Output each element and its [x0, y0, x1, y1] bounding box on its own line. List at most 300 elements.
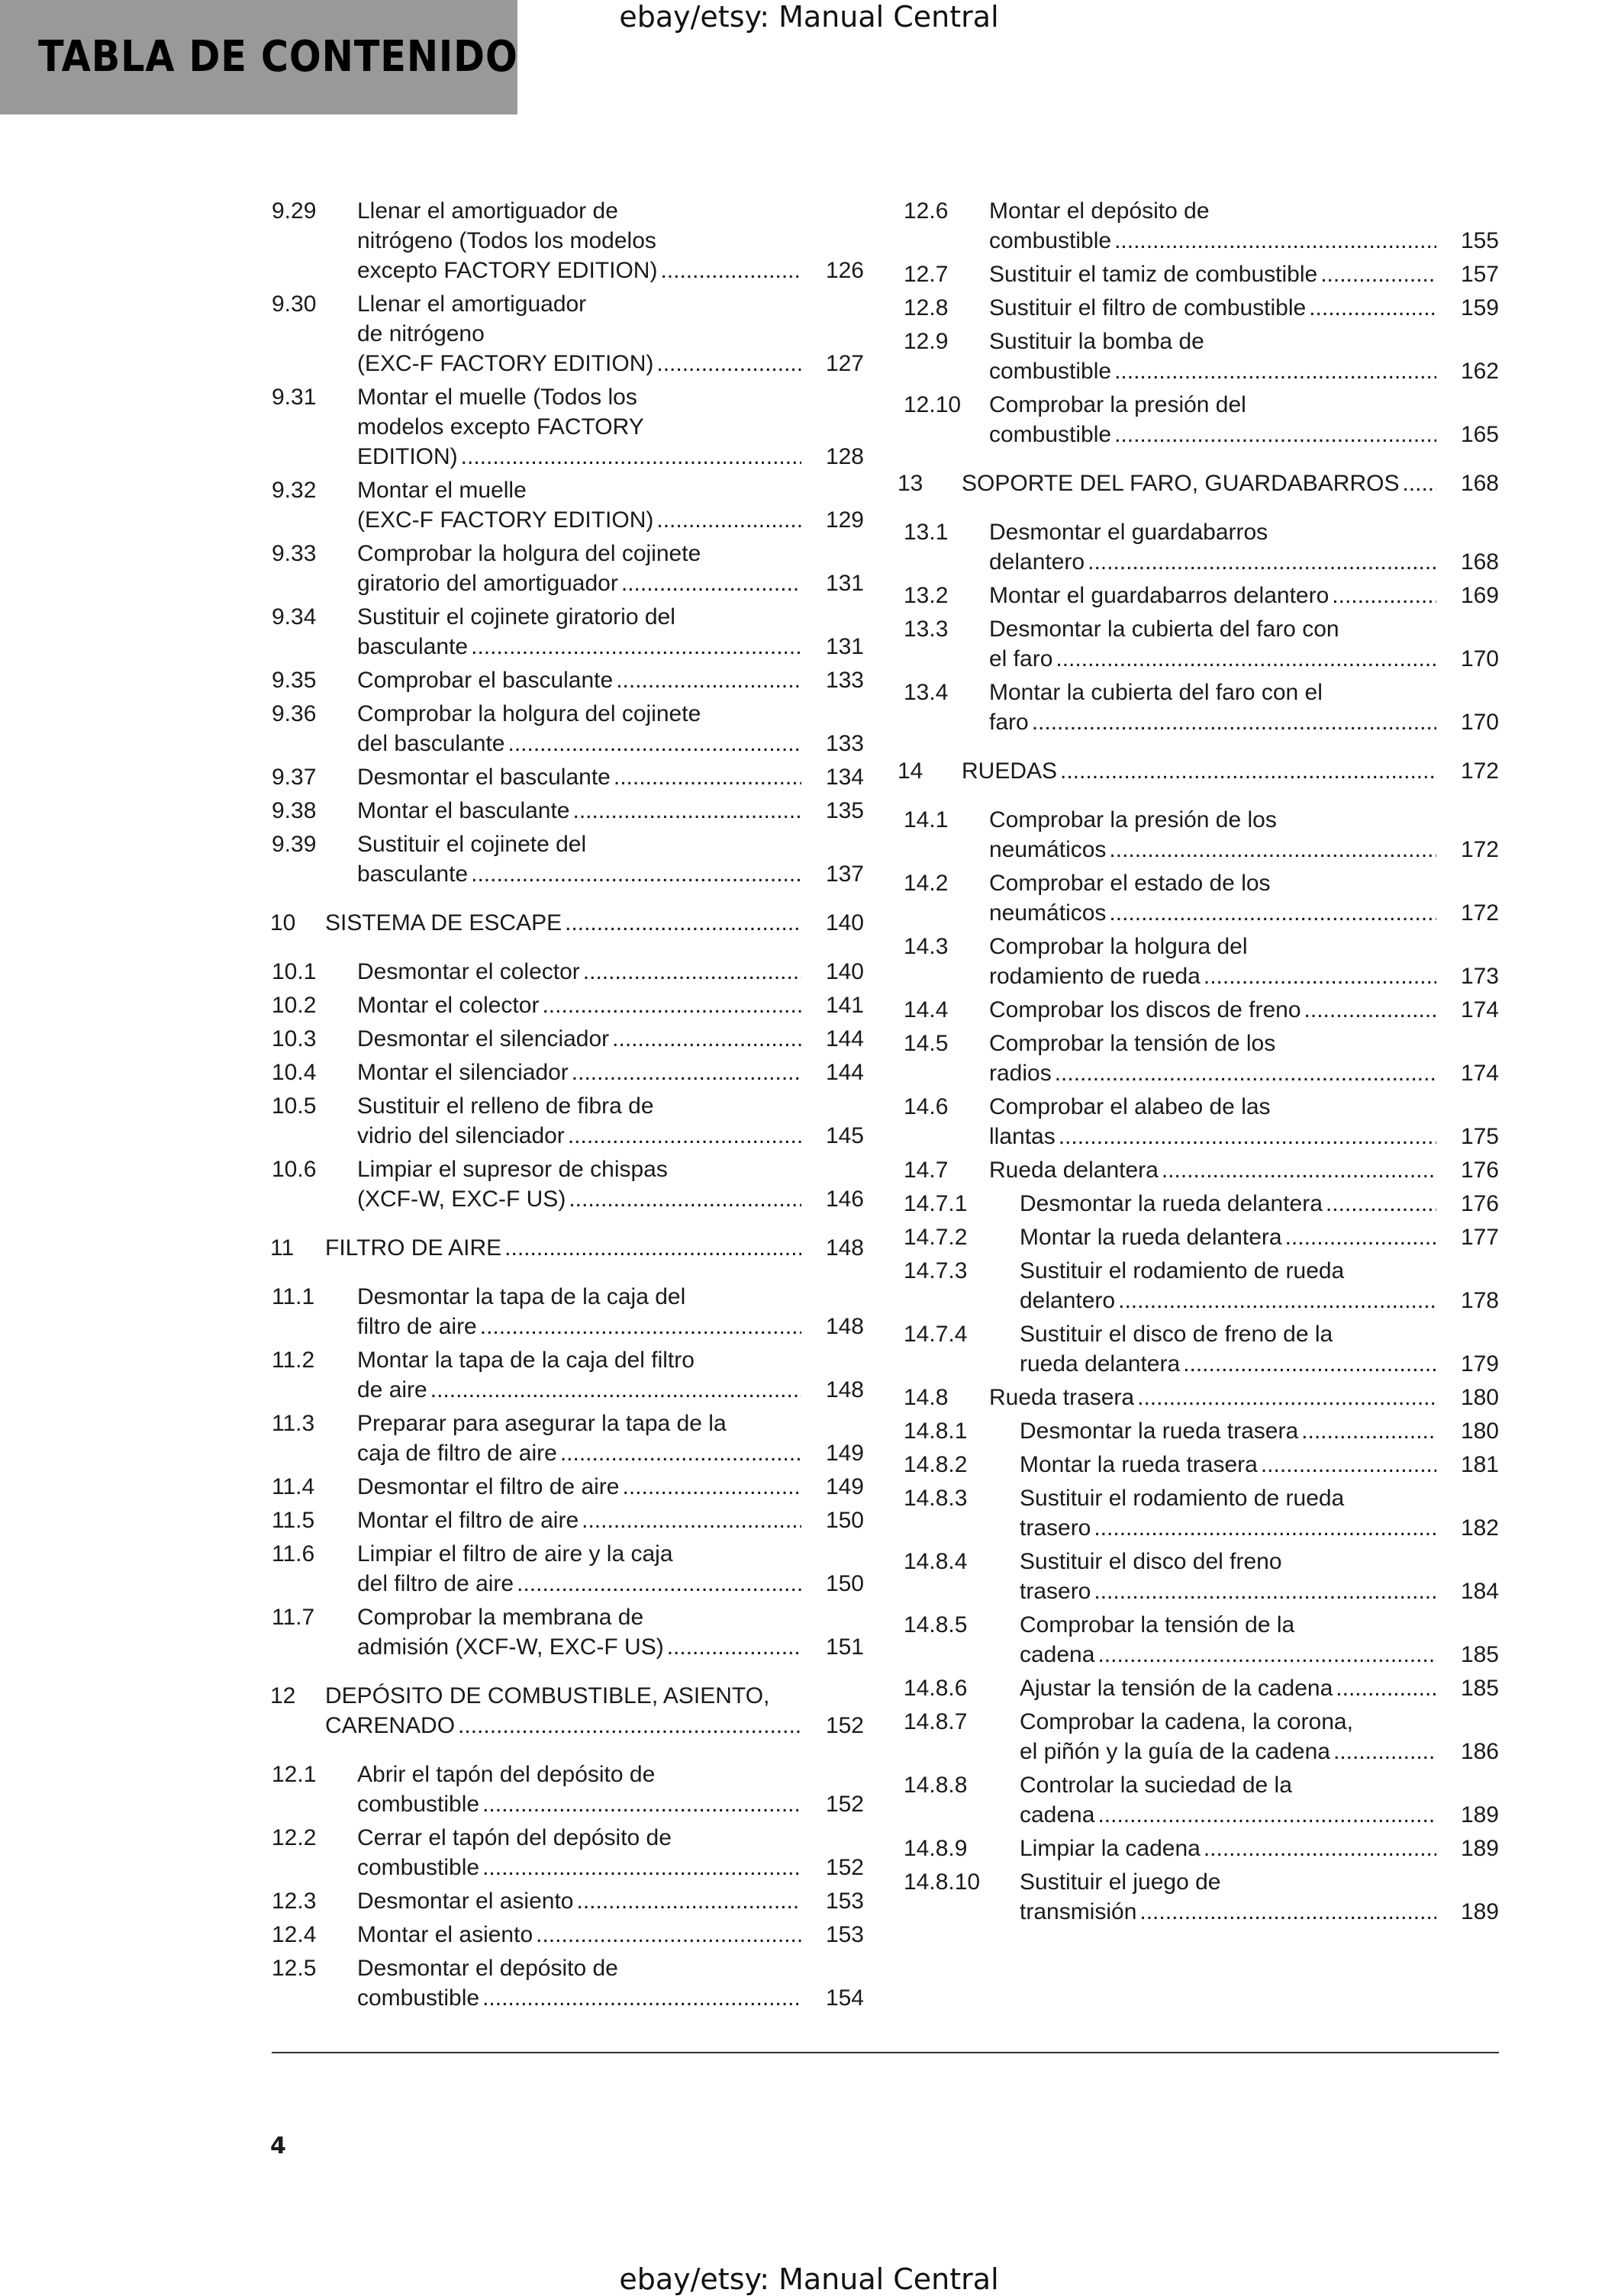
toc-entry-number: 14.8.5 [904, 1612, 968, 1637]
dot-leader [539, 990, 801, 1020]
toc-entry-number: 14.8.10 [904, 1869, 981, 1895]
toc-entry-title-line: admisión (XCF-W, EXC-F US) [357, 1634, 664, 1660]
toc-entry-number: 9.38 [272, 798, 317, 823]
toc-entry [904, 1222, 1499, 1252]
toc-entry-page: 185 [1460, 1642, 1499, 1667]
toc-entry-title-line: Comprobar la presión de los [989, 807, 1277, 832]
toc-entry-title-line: Montar la tapa de la caja del filtro [357, 1348, 695, 1373]
toc-entry-title-line: Cerrar el tapón del depósito de [357, 1825, 672, 1850]
toc-entry-title-line: Desmontar la tapa de la caja del [357, 1284, 686, 1309]
toc-entry [272, 602, 864, 662]
toc-entry-number: 12.4 [272, 1922, 317, 1947]
toc-entry-title-line: filtro de aire [357, 1314, 477, 1339]
toc-entry-title-line: Montar el silenciador [357, 1060, 569, 1085]
dot-leader [501, 1233, 801, 1263]
dot-leader [1052, 644, 1436, 674]
dot-leader [1111, 226, 1436, 256]
toc-entry-number: 9.31 [272, 385, 317, 410]
toc-entry-title-line: Limpiar el filtro de aire y la caja [357, 1541, 673, 1567]
dot-leader [1159, 1155, 1436, 1185]
toc-entry-title-line: (XCF-W, EXC-F US) [357, 1187, 566, 1212]
toc-entry-number: 11.3 [272, 1411, 315, 1436]
toc-entry [272, 1024, 864, 1054]
dot-leader [1106, 835, 1436, 865]
toc-entry-title-line: Sustituir el rodamiento de rueda [1020, 1258, 1345, 1283]
toc-entry-number: 14.8.8 [904, 1773, 968, 1798]
toc-entry [272, 1886, 864, 1916]
toc-entry [904, 1770, 1499, 1830]
dot-leader [427, 1375, 801, 1405]
toc-entry-title-line: combustible [989, 422, 1112, 447]
toc-entry [904, 390, 1499, 449]
dot-leader [609, 1024, 801, 1054]
toc-entry [904, 581, 1499, 610]
toc-entry-title-line: delantero [989, 549, 1085, 575]
toc-entry-page: 148 [825, 1377, 864, 1402]
toc-entry-title-line: Desmontar la cubierta del faro con [989, 617, 1339, 642]
toc-entry-title-line: vidrio del silenciador [357, 1123, 565, 1148]
toc-entry-page: 165 [1460, 422, 1499, 447]
toc-entry-title-line: Sustituir el disco de freno de la [1020, 1322, 1333, 1347]
toc-entry-title-line: cadena [1020, 1802, 1095, 1827]
dot-leader [1091, 1576, 1436, 1606]
toc-entry-title-line: neumáticos [989, 900, 1107, 926]
toc-entry-title-line: Montar la rueda delantera [1020, 1225, 1282, 1250]
toc-entry-page: 172 [1460, 900, 1499, 926]
toc-entry-title-line: Desmontar el basculante [357, 765, 611, 790]
toc-left-column [272, 192, 864, 2013]
toc-entry-title-line: combustible [357, 1855, 480, 1880]
toc-entry-number: 11.5 [272, 1508, 315, 1533]
dot-leader [468, 859, 801, 889]
toc-entry-page: 172 [1460, 837, 1499, 862]
toc-entry [904, 614, 1499, 674]
toc-entry-number: 14.7.3 [904, 1258, 968, 1283]
dot-leader [1056, 1122, 1436, 1151]
toc-entry-page: 131 [825, 634, 864, 659]
toc-entry-page: 145 [825, 1123, 864, 1148]
dot-leader [1134, 1383, 1436, 1412]
toc-entry-title-line: DEPÓSITO DE COMBUSTIBLE, ASIENTO, [325, 1683, 770, 1708]
toc-entry-title-line: Montar el muelle [357, 478, 527, 503]
toc-entry-title-line: Desmontar el guardabarros [989, 520, 1268, 545]
toc-entry-title-line: Desmontar el colector [357, 959, 580, 984]
toc-entry-number: 9.34 [272, 604, 317, 630]
dot-leader [468, 632, 801, 662]
toc-entry-number: 11.7 [272, 1605, 315, 1630]
dot-leader [1115, 1286, 1436, 1315]
toc-entry-number: 10.1 [272, 959, 317, 984]
toc-entry-page: 140 [825, 959, 864, 984]
toc-entry [904, 1673, 1499, 1703]
toc-entry [904, 517, 1499, 577]
toc-entry-number: 13 [898, 471, 923, 496]
toc-entry [272, 1920, 864, 1950]
toc-entry-title-line: Sustituir el cojinete del [357, 832, 587, 857]
toc-entry-title-line: Desmontar la rueda trasera [1020, 1418, 1299, 1444]
toc-chapter-entry [272, 1681, 864, 1741]
toc-entry-title-line: SOPORTE DEL FARO, GUARDABARROS [962, 471, 1400, 496]
toc-entry-page: 149 [825, 1441, 864, 1466]
toc-entry-number: 14.6 [904, 1094, 949, 1119]
dot-leader [1201, 1834, 1436, 1863]
toc-entry-title-line: basculante [357, 634, 469, 659]
toc-entry-page: 140 [825, 910, 864, 935]
toc-entry-title-line: cadena [1020, 1642, 1095, 1667]
toc-entry [272, 1505, 864, 1535]
dot-leader [657, 256, 801, 285]
toc-entry [272, 1472, 864, 1502]
toc-entry [904, 1483, 1499, 1543]
toc-entry-title-line: combustible [357, 1792, 480, 1817]
toc-entry [904, 1029, 1499, 1088]
toc-entry-page: 176 [1460, 1191, 1499, 1216]
toc-entry-number: 9.29 [272, 198, 317, 224]
toc-entry-page: 168 [1460, 549, 1499, 575]
toc-entry-page: 126 [825, 258, 864, 283]
toc-entry [904, 1092, 1499, 1151]
toc-entry-page: 152 [825, 1713, 864, 1738]
toc-entry [272, 475, 864, 535]
toc-entry [904, 1610, 1499, 1670]
toc-entry-title-line: Montar el guardabarros delantero [989, 583, 1330, 608]
toc-entry [272, 196, 864, 285]
toc-entry-number: 12.9 [904, 329, 949, 354]
toc-entry-title-line: Sustituir el relleno de fibra de [357, 1093, 654, 1119]
dot-leader [653, 505, 801, 535]
toc-entry-number: 14.4 [904, 997, 949, 1022]
toc-entry [904, 1834, 1499, 1863]
dot-leader [1029, 707, 1436, 737]
toc-entry-title-line: combustible [989, 359, 1112, 384]
toc-entry [272, 1058, 864, 1087]
toc-entry-title-line: (EXC-F FACTORY EDITION) [357, 507, 654, 533]
page-number: 4 [270, 2133, 286, 2159]
toc-entry-page: 129 [825, 507, 864, 533]
toc-entry [272, 1409, 864, 1468]
toc-entry-page: 144 [825, 1060, 864, 1085]
toc-entry-title-line: Montar el depósito de [989, 198, 1210, 224]
toc-entry [904, 678, 1499, 737]
toc-entry-title-line: Sustituir el disco del freno [1020, 1549, 1282, 1574]
toc-entry-page: 186 [1460, 1739, 1499, 1764]
toc-entry-number: 10.3 [272, 1026, 317, 1051]
toc-entry-number: 12.10 [904, 392, 962, 417]
toc-entry-title-line: trasero [1020, 1515, 1091, 1541]
toc-entry-page: 127 [825, 351, 864, 376]
dot-leader [1091, 1513, 1436, 1543]
toc-entry-title-line: Montar la cubierta del faro con el [989, 680, 1323, 705]
toc-entry-number: 9.33 [272, 541, 317, 566]
toc-entry-number: 12.1 [272, 1762, 317, 1787]
toc-entry-title-line: Comprobar la membrana de [357, 1605, 644, 1630]
toc-entry-title-line: Llenar el amortiguador de [357, 198, 618, 224]
toc-entry-title-line: Desmontar el asiento [357, 1889, 574, 1914]
dot-leader [479, 1853, 801, 1882]
toc-entry-page: 153 [825, 1889, 864, 1914]
toc-entry [272, 1602, 864, 1662]
dot-leader [1111, 356, 1436, 386]
toc-entry-number: 12.8 [904, 295, 949, 320]
toc-chapter-entry [272, 1233, 864, 1263]
toc-entry-title-line: el piñón y la guía de la cadena [1020, 1739, 1330, 1764]
toc-entry-page: 172 [1460, 758, 1499, 784]
dot-leader [1306, 293, 1436, 323]
dot-leader [1201, 961, 1436, 991]
toc-entry-title-line: Montar el basculante [357, 798, 570, 823]
dot-leader [1333, 1673, 1436, 1703]
toc-entry-page: 181 [1460, 1452, 1499, 1477]
toc-entry-title-line: de aire [357, 1377, 427, 1402]
toc-entry-title-line: trasero [1020, 1579, 1091, 1604]
dot-leader [613, 665, 801, 695]
toc-entry-title-line: Comprobar la cadena, la corona, [1020, 1709, 1353, 1734]
dot-leader [504, 729, 801, 758]
toc-entry [272, 990, 864, 1020]
toc-entry-page: 189 [1460, 1836, 1499, 1861]
toc-entry-title-line: Sustituir el rodamiento de rueda [1020, 1486, 1345, 1511]
toc-entry-title-line: Controlar la suciedad de la [1020, 1773, 1292, 1798]
toc-entry-page: 185 [1460, 1676, 1499, 1701]
toc-entry [272, 289, 864, 378]
toc-chapter-entry [898, 756, 1499, 786]
dot-leader [653, 349, 801, 378]
dot-leader [479, 1983, 801, 2013]
toc-entry-page: 133 [825, 668, 864, 693]
dot-leader [1057, 756, 1436, 786]
dot-leader [611, 762, 801, 792]
toc-entry-title-line: Limpiar la cadena [1020, 1836, 1201, 1861]
toc-entry-number: 12 [270, 1683, 296, 1708]
dot-leader [1136, 1897, 1436, 1927]
toc-entry-title-line: faro [989, 710, 1029, 735]
toc-entry-page: 174 [1460, 1061, 1499, 1086]
toc-entry [272, 829, 864, 889]
toc-entry-title-line: neumáticos [989, 837, 1107, 862]
toc-entry-title-line: Rueda delantera [989, 1158, 1159, 1183]
toc-entry-number: 10 [270, 910, 296, 935]
dot-leader [533, 1920, 801, 1950]
toc-entry-page: 133 [825, 731, 864, 756]
toc-entry [272, 1282, 864, 1341]
toc-right-column [898, 192, 1499, 1927]
toc-entry-title-line: Montar el colector [357, 993, 540, 1018]
toc-entry-number: 11.1 [272, 1284, 315, 1309]
toc-entry-title-line: modelos excepto FACTORY [357, 414, 644, 440]
toc-entry-number: 11 [270, 1235, 295, 1261]
toc-entry [904, 932, 1499, 991]
toc-entry-number: 11.2 [272, 1348, 315, 1373]
toc-entry-number: 12.7 [904, 262, 949, 287]
footer-divider [272, 2052, 1499, 2053]
toc-entry-title-line: Comprobar la holgura del cojinete [357, 541, 701, 566]
toc-entry-title-line: delantero [1020, 1288, 1116, 1313]
toc-entry [904, 1450, 1499, 1480]
toc-entry-page: 170 [1460, 710, 1499, 735]
dot-leader [579, 1505, 801, 1535]
toc-entry-page: 148 [825, 1235, 864, 1261]
dot-leader [618, 568, 801, 598]
dot-leader [1329, 581, 1436, 610]
dot-leader [477, 1312, 801, 1341]
toc-entry-page: 177 [1460, 1225, 1499, 1250]
toc-entry-number: 13.1 [904, 520, 949, 545]
toc-entry-title-line: Llenar el amortiguador [357, 291, 587, 317]
dot-leader [1052, 1058, 1436, 1088]
toc-entry-title-line: del basculante [357, 731, 505, 756]
toc-entry [272, 796, 864, 826]
toc-entry-page: 151 [825, 1634, 864, 1660]
toc-entry-page: 155 [1460, 228, 1499, 253]
toc-entry-title-line: Desmontar el filtro de aire [357, 1474, 620, 1499]
toc-entry-page: 168 [1460, 471, 1499, 496]
toc-entry-number: 9.30 [272, 291, 317, 317]
toc-entry-page: 176 [1460, 1158, 1499, 1183]
dot-leader [1111, 420, 1436, 449]
toc-entry-title-line: llantas [989, 1124, 1056, 1149]
dot-leader [1317, 259, 1436, 289]
toc-entry-page: 184 [1460, 1579, 1499, 1604]
dot-leader [514, 1569, 801, 1599]
toc-entry [904, 995, 1499, 1025]
toc-entry-number: 14.7.1 [904, 1191, 968, 1216]
toc-entry-page: 175 [1460, 1124, 1499, 1149]
toc-entry-number: 11.6 [272, 1541, 315, 1567]
toc-entry-page: 150 [825, 1571, 864, 1596]
toc-entry-title-line: Comprobar la tensión de los [989, 1031, 1276, 1056]
toc-entry [904, 293, 1499, 323]
toc-entry-title-line: Montar el asiento [357, 1922, 533, 1947]
toc-entry [904, 805, 1499, 865]
toc-entry-title-line: Comprobar el alabeo de las [989, 1094, 1271, 1119]
toc-entry-number: 9.39 [272, 832, 317, 857]
toc-entry [272, 1345, 864, 1405]
dot-leader [557, 1438, 801, 1468]
toc-entry-number: 10.5 [272, 1093, 317, 1119]
toc-entry-number: 9.35 [272, 668, 317, 693]
toc-entry-number: 14.8.2 [904, 1452, 968, 1477]
toc-entry-number: 9.32 [272, 478, 317, 503]
toc-entry-title-line: radios [989, 1061, 1052, 1086]
dot-leader [566, 1184, 801, 1214]
dot-leader [1323, 1189, 1436, 1219]
toc-entry-page: 154 [825, 1985, 864, 2011]
toc-entry-title-line: SISTEMA DE ESCAPE [325, 910, 562, 935]
toc-entry [272, 1539, 864, 1599]
dot-leader [1106, 898, 1436, 928]
toc-entry-number: 14.8.3 [904, 1486, 968, 1511]
toc-entry-title-line: Montar el muelle (Todos los [357, 385, 637, 410]
toc-entry-title-line: RUEDAS [962, 758, 1058, 784]
toc-entry-number: 14.3 [904, 934, 949, 959]
dot-leader [1180, 1349, 1436, 1379]
watermark-top: ebay/etsy: Manual Central [619, 0, 999, 34]
dot-leader [573, 1886, 801, 1916]
toc-entry [904, 196, 1499, 256]
toc-entry-title-line: Comprobar el estado de los [989, 871, 1271, 896]
toc-entry [904, 1416, 1499, 1446]
toc-entry-title-line: Ajustar la tensión de la cadena [1020, 1676, 1333, 1701]
toc-entry-page: 141 [825, 993, 864, 1018]
toc-entry-number: 13.3 [904, 617, 949, 642]
toc-entry-page: 148 [825, 1314, 864, 1339]
toc-entry [272, 539, 864, 598]
toc-entry-page: 153 [825, 1922, 864, 1947]
toc-entry-number: 14.5 [904, 1031, 949, 1056]
toc-entry-page: 131 [825, 571, 864, 596]
toc-entry-number: 9.37 [272, 765, 317, 790]
dot-leader [458, 442, 801, 472]
dot-leader [479, 1789, 801, 1819]
toc-entry [904, 1383, 1499, 1412]
toc-entry-number: 9.36 [272, 701, 317, 726]
toc-entry-title-line: rodamiento de rueda [989, 964, 1201, 989]
dot-leader [619, 1472, 801, 1502]
toc-entry-title-line: Comprobar la holgura del cojinete [357, 701, 701, 726]
toc-entry-page: 149 [825, 1474, 864, 1499]
toc-entry-title-line: transmisión [1020, 1899, 1137, 1924]
toc-chapter-entry [272, 908, 864, 938]
toc-entry [904, 1189, 1499, 1219]
toc-entry-page: 150 [825, 1508, 864, 1533]
toc-entry-title-line: CARENADO [325, 1713, 456, 1738]
toc-entry-page: 189 [1460, 1802, 1499, 1827]
toc-entry-page: 128 [825, 444, 864, 469]
toc-entry-number: 12.3 [272, 1889, 317, 1914]
toc-entry [904, 1547, 1499, 1606]
toc-entry-number: 10.6 [272, 1157, 317, 1182]
dot-leader [1085, 547, 1436, 577]
toc-entry-title-line: Sustituir el tamiz de combustible [989, 262, 1318, 287]
toc-entry-title-line: Preparar para asegurar la tapa de la [357, 1411, 727, 1436]
dot-leader [455, 1711, 801, 1741]
toc-entry-number: 14.7 [904, 1158, 949, 1183]
toc-entry-page: 135 [825, 798, 864, 823]
toc-entry-page: 180 [1460, 1385, 1499, 1410]
toc-entry-number: 12.6 [904, 198, 949, 224]
toc-entry-page: 174 [1460, 997, 1499, 1022]
toc-entry-page: 152 [825, 1792, 864, 1817]
toc-entry-title-line: Comprobar la holgura del [989, 934, 1248, 959]
toc-entry-page: 162 [1460, 359, 1499, 384]
toc-entry-page: 159 [1460, 295, 1499, 320]
toc-entry-title-line: Montar la rueda trasera [1020, 1452, 1258, 1477]
toc-entry-title-line: excepto FACTORY EDITION) [357, 258, 658, 283]
toc-entry [272, 382, 864, 472]
dot-leader [1094, 1800, 1436, 1830]
toc-entry-number: 12.5 [272, 1956, 317, 1981]
toc-entry-title-line: el faro [989, 646, 1053, 671]
dot-leader [1298, 1416, 1436, 1446]
dot-leader [1282, 1222, 1436, 1252]
toc-entry-title-line: nitrógeno (Todos los modelos [357, 228, 656, 253]
toc-entry-page: 179 [1460, 1351, 1499, 1377]
toc-entry-title-line: Montar el filtro de aire [357, 1508, 579, 1533]
page-title: TABLA DE CONTENIDO [38, 32, 518, 82]
toc-entry [904, 327, 1499, 386]
toc-entry-title-line: Comprobar la presión del [989, 392, 1246, 417]
dot-leader [1330, 1737, 1436, 1766]
toc-entry-number: 14.7.4 [904, 1322, 968, 1347]
dot-leader [570, 796, 802, 826]
toc-entry [272, 762, 864, 792]
toc-entry-title-line: de nitrógeno [357, 321, 485, 346]
toc-entry [272, 1091, 864, 1151]
toc-entry-title-line: Sustituir el filtro de combustible [989, 295, 1307, 320]
toc-entry [904, 1707, 1499, 1766]
toc-chapter-entry [898, 469, 1499, 498]
toc-entry [904, 868, 1499, 928]
